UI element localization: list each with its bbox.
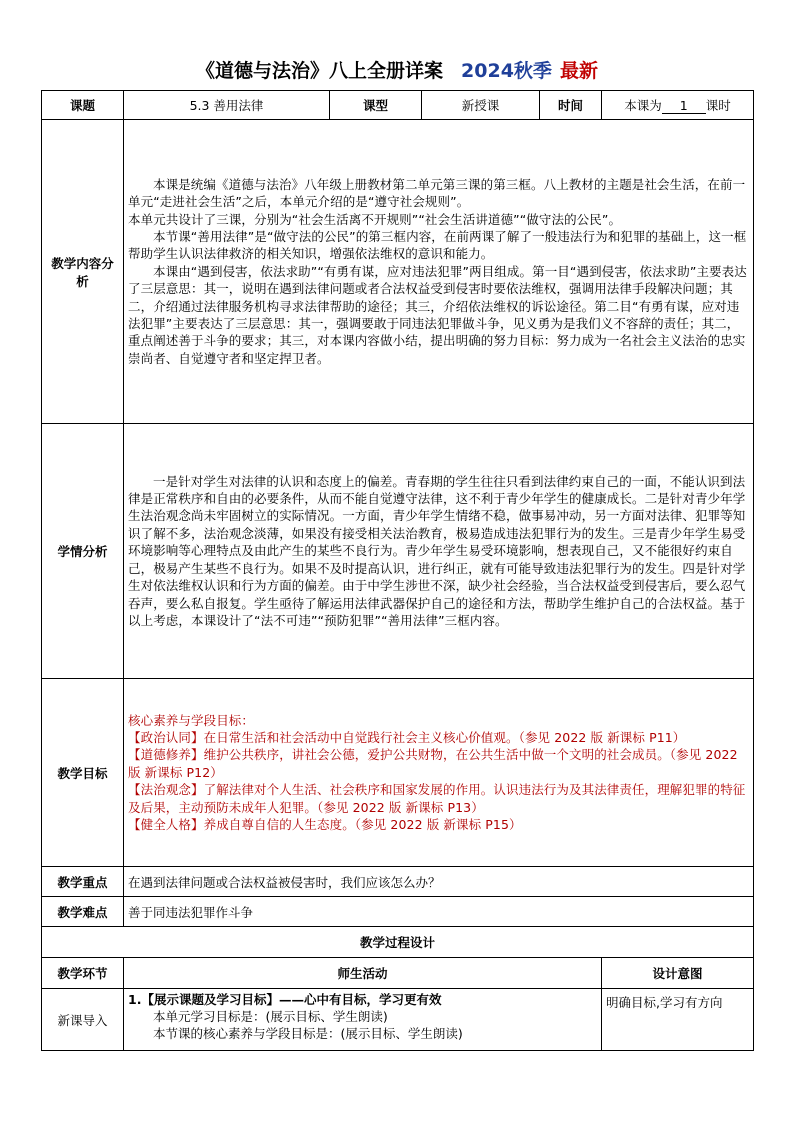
process-stage: 新课导入 — [42, 989, 124, 1051]
objectives-intro: 核心素养与学段目标： — [128, 712, 255, 728]
difficulty-row — [42, 897, 754, 927]
key-point-text: 在遇到法律问题或合法权益被侵害时，我们应该怎么办？ — [124, 867, 754, 897]
student-analysis-label: 学情分析 — [42, 424, 124, 679]
col-intent-header: 设计意图 — [602, 958, 754, 989]
col-activity-header: 师生活动 — [124, 958, 602, 989]
type-label: 课型 — [330, 91, 422, 120]
key-point-label: 教学重点 — [42, 867, 124, 897]
lesson-label: 课题 — [42, 91, 124, 120]
difficulty-label: 教学难点 — [42, 897, 124, 927]
objective-item — [128, 781, 749, 816]
process-row — [42, 989, 754, 1051]
objectives-label: 教学目标 — [42, 679, 124, 867]
type-value: 新授课 — [422, 91, 540, 120]
objective-tag: 【道德修养】 — [128, 747, 204, 763]
title-new-badge: 最新 — [559, 60, 598, 82]
objectives-body — [124, 679, 754, 867]
objective-tag: 【法治观念】 — [128, 782, 204, 798]
title-season: 2024秋季 — [461, 60, 552, 82]
document-title — [0, 56, 794, 86]
content-paragraph: 本课是统编《道德与法治》八年级上册教材第二单元第三课的第三框。八上教材的主题是社会生活，在前一单元“走进社会生活”之后，本单元介绍的是“遵守社会规则”。 — [128, 176, 746, 210]
objective-item — [128, 746, 749, 781]
process-title-row — [42, 927, 754, 958]
process-title: 教学过程设计 — [42, 927, 754, 958]
activity-line: 本单元学习目标是：(展示目标、学生朗读) — [153, 1009, 388, 1024]
student-analysis-text: 一是针对学生对法律的认识和态度上的偏差。青春期的学生往往只看到法律约束自己的一面，不能认识到法律是正常秩序和自由的必要条件，从而不能自觉遵守法律，这不利于青少年学生的健康成长。二是针对青少年学生法治观念尚未牢固树立的实际情况。一方面，青少年学生情绪不稳，做事易冲动，另一方面对法律、犯罪等知识了解不多，法治观念淡薄，如果没有接受相关法治教育，极易造成违法犯罪行为的发生。三是青少年学生易受环境影响等心理特点及由此产生的某些不良行为。青少年学生易受环境影响，想表现自己，又不能很好约束自己，极易产生某些不良行为。如果不及时提高认识，进行纠正，就有可能导致违法犯罪行为的发生。四是针对学生对依法维权认识和行为方面的偏差。由于中学生涉世不深，缺少社会经验，当合法权益受到侵害后，要么忍气吞声，要么私自报复。学生亟待了解运用法律武器保护自己的途径和方法，帮助学生维护自己的合法权益。基于以上考虑，本课设计了“法不可违”“预防犯罪”“善用法律”三框内容。 — [128, 473, 746, 628]
title-main: 《道德与法治》八上全册详案 — [196, 60, 444, 82]
key-point-row — [42, 867, 754, 897]
col-stage-header: 教学环节 — [42, 958, 124, 989]
content-analysis-body — [124, 120, 754, 424]
activity-line: 本节课的核心素养与学段目标是：(展示目标、学生朗读) — [153, 1026, 463, 1041]
objective-tag: 【政治认同】 — [128, 729, 204, 745]
process-header-row — [42, 958, 754, 989]
time-suffix: 课时 — [705, 98, 731, 113]
time-count: 1 — [662, 98, 706, 114]
content-paragraph: 本节课“善用法律”是“做守法的公民”的第三框内容，在前两课了解了一般违法行为和犯罪的基础上，这一框帮助学生认识法律救济的相关知识，增强依法维权的意识和能力。 — [128, 228, 747, 262]
content-analysis-label: 教学内容分析 — [42, 120, 124, 424]
time-value — [602, 91, 754, 120]
objective-text: 维护公共秩序，讲社会公德，爱护公共财物，在公共生活中做一个文明的社会成员。（参见 2022 版 新课标 P12） — [128, 747, 738, 780]
content-paragraph: 本课由“遇到侵害，依法求助”“有勇有谋，应对违法犯罪”两目组成。第一目“遇到侵害，依法求助”主要表达了三层意思：其一，说明在遇到法律问题或者合法权益受到侵害时要依法维权，强调用法律手段解决问题；其二，介绍通过法律服务机构寻求法律帮助的途径；其三，介绍依法维权的诉讼途径。第二目“有勇有谋，应对违法犯罪”主要表达了三层意思：其一，强调要敢于同违法犯罪做斗争，见义勇为是我们义不容辞的责任；其二，重点阐述善于斗争的要求；其三，对本课内容做小结，提出明确的努力目标：努力成为一名社会主义法治的忠实崇尚者、自觉遵守者和坚定捍卫者。 — [128, 263, 747, 366]
objective-item — [128, 729, 749, 746]
activity-title: 1.【展示课题及学习目标】——心中有目标，学习更有效 — [128, 992, 442, 1007]
content-paragraph: 本单元共设计了三课，分别为“社会生活离不开规则”“社会生活讲道德”“做守法的公民”。 — [128, 211, 622, 227]
time-prefix: 本课为 — [624, 98, 662, 113]
student-analysis-row — [42, 424, 754, 679]
objective-text: 了解法律对个人生活、社会秩序和国家发展的作用。认识违法行为及其法律责任，理解犯罪的特征及后果，主动预防未成年人犯罪。（参见 2022 版 新课标 P13） — [128, 782, 746, 815]
student-analysis-body — [124, 424, 754, 679]
objective-item — [128, 816, 749, 833]
process-intent: 明确目标,学习有方向 — [602, 989, 754, 1051]
objective-tag: 【健全人格】 — [128, 817, 204, 833]
objective-text: 在日常生活和社会活动中自觉践行社会主义核心价值观。（参见 2022 版 新课标 P11） — [203, 729, 686, 745]
objectives-row — [42, 679, 754, 867]
content-analysis-row — [42, 120, 754, 424]
difficulty-text: 善于同违法犯罪作斗争 — [124, 897, 754, 927]
info-row — [42, 91, 754, 120]
objective-text: 养成自尊自信的人生态度。（参见 2022 版 新课标 P15） — [203, 817, 522, 833]
process-activity — [124, 989, 602, 1051]
time-label: 时间 — [540, 91, 602, 120]
lesson-value: 5.3 善用法律 — [124, 91, 330, 120]
lesson-plan-table — [41, 90, 754, 1051]
